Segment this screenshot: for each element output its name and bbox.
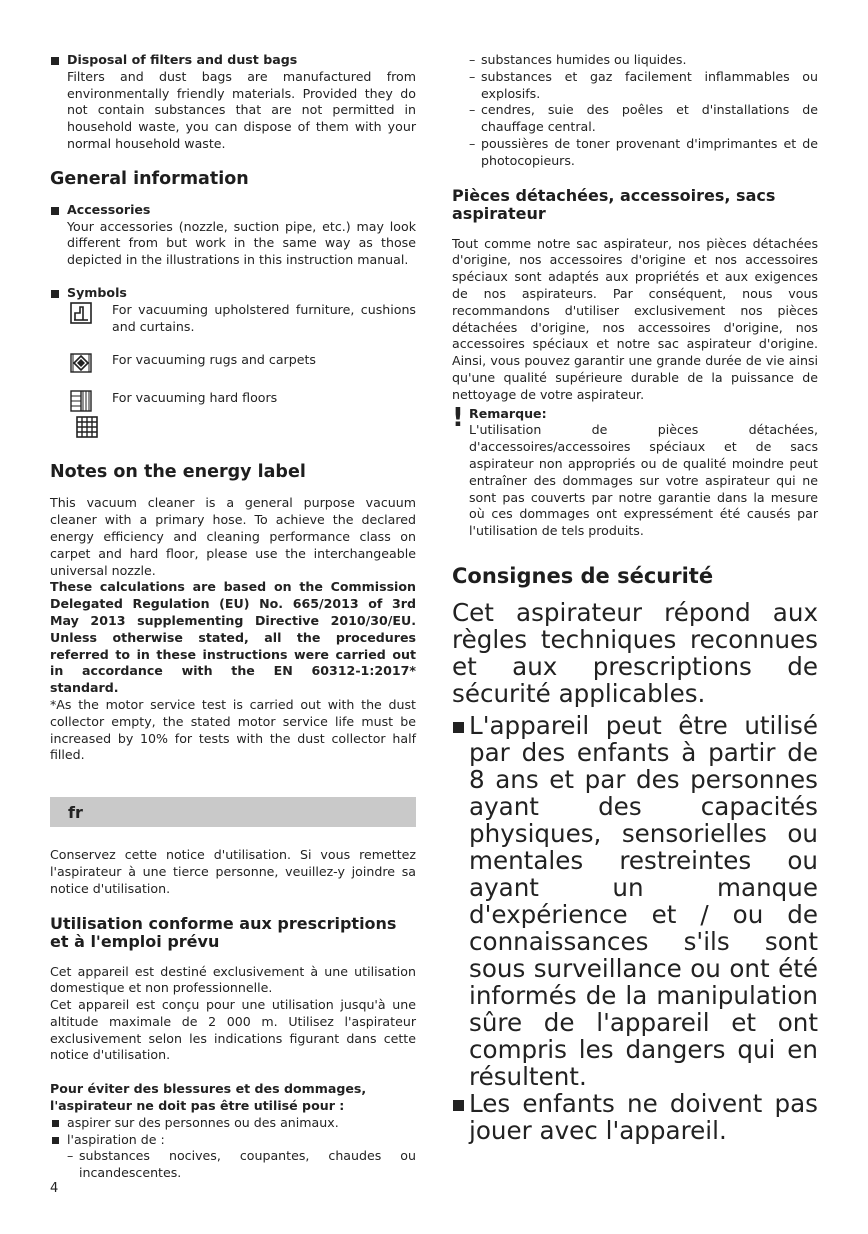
pieces-text: Tout comme notre sac aspirateur, nos pièces détachées d'origine, nos accessoires d'origine et nos accessoires spéciaux sont adaptés aux propriétés et aux exigences de nos aspirateurs. Par conséquent, nous vous recommandons d'utiliser exclusivement nos pièces détachées d'origine, nos accessoires d'origine, nos accessoires spéciaux et notre sac aspirateur d'origine. Ainsi, vous pouvez garantir une grande durée de vie ainsi qu'une qualité supérieure durable de la puissance de nettoyage de votre aspirateur.: [452, 235, 818, 402]
eviter-item-2: l'aspiration de :: [50, 1132, 416, 1149]
energy-text-1: This vacuum cleaner is a general purpose vacuum cleaner with a primary hose. To achieve the declared energy efficiency and cleaning performance class on carpet and hard floor, please use the interchangeable universal nozzle.: [50, 495, 416, 578]
exclamation-icon: !: [452, 402, 464, 433]
language-code: fr: [68, 802, 83, 822]
eviter-dash-1: – substances nocives, coupantes, chaudes ou incandescentes.: [68, 1148, 416, 1182]
disposal-heading: Disposal of filters and dust bags: [50, 52, 416, 69]
hard-floors-icon: [70, 390, 92, 412]
conservez-text: Conservez cette notice d'utilisation. Si vous remettez l'aspirateur à une tierce personne, veuillez-y joindre sa notice d'utilisation.: [50, 847, 416, 896]
dash-item-2: – substances et gaz facilement inflammables ou explosifs.: [470, 69, 818, 103]
dash-item-3: – cendres, suie des poêles et d'installations de chauffage central.: [470, 102, 818, 136]
energy-bold-text: These calculations are based on the Commission Delegated Regulation (EU) No. 665/2013 of 3rd May 2013 supplementing Directive 2010/30/EU. Unless otherwise stated, all the procedures referred to in these instructions were carried out in accordance with the EN 60312-1:2017* standard.: [50, 579, 416, 696]
dash-item-1: – substances humides ou liquides.: [470, 52, 818, 69]
upholstered-furniture-icon: [70, 302, 92, 324]
remarque-note: [452, 402, 818, 540]
symbol-floors-text: For vacuuming hard floors: [112, 390, 278, 406]
general-information-heading: General information: [50, 168, 249, 189]
disposal-text: Filters and dust bags are manufactured from environmentally friendly materials. Provided they do not contain substances that are not permitted in household waste, you can dispose of them with your normal household waste.: [67, 68, 416, 151]
accessories-heading: Accessories: [50, 202, 416, 219]
symbol-upholstered-text: For vacuuming upholstered furniture, cushions and curtains.: [112, 301, 416, 334]
energy-text-2: *As the motor service test is carried out with the dust collector empty, the stated motor service life must be increased by 10% for tests with the dust collector half filled.: [50, 696, 416, 763]
energy-label-heading: Notes on the energy label: [50, 462, 306, 483]
page-number: 4: [50, 1181, 59, 1196]
eviter-heading: Pour éviter des blessures et des dommages, l'aspirateur ne doit pas être utilisé pour :: [50, 1081, 367, 1114]
remarque-heading: Remarque:: [469, 405, 547, 421]
dash-item-4: – poussières de toner provenant d'imprimantes et de photocopieurs.: [470, 136, 818, 170]
remarque-text: L'utilisation de pièces détachées, d'accessoires/accessoires spéciaux et de sacs aspirateur non appropriés ou de qualité moindre peut entraîner des dommages sur votre aspirateur qui ne sont pas couverts par notre garantie dans la mesure où ces dommages ont expressément été causés par l'utilisation de tels produits.: [469, 422, 818, 539]
consignes-item-2: Les enfants ne doivent pas jouer avec l'appareil.: [452, 1090, 818, 1144]
tile-grid-icon: [76, 416, 98, 438]
symbol-grid-row: [70, 416, 416, 438]
symbol-floors-row: [70, 390, 416, 412]
symbol-rugs-text: For vacuuming rugs and carpets: [112, 352, 316, 368]
utilisation-text-2: Cet appareil est conçu pour une utilisation jusqu'à une altitude maximale de 2 000 m. Utilisez l'aspirateur exclusivement selon les indications figurant dans cette notice d'utilisation.: [50, 997, 416, 1063]
utilisation-text-1: Cet appareil est destiné exclusivement à une utilisation domestique et non professionnelle.: [50, 963, 416, 996]
symbol-upholstered-row: [70, 302, 416, 336]
eviter-item-1: aspirer sur des personnes ou des animaux.: [50, 1115, 416, 1132]
symbols-heading: Symbols: [50, 285, 416, 302]
language-bar: [50, 797, 416, 827]
left-column: [50, 52, 416, 1182]
consignes-item-1: L'appareil peut être utilisé par des enfants à partir de 8 ans et par des personnes ayant des capacités physiques, sensorielles ou mentales restreintes ou ayant un manque d'expérience et / ou de connaissances s'ils sont sous surveillance ou ont été informés de la manipulation sûre de l'appareil et ont compris les dangers qui en résultent.: [452, 712, 818, 1090]
right-column: [452, 52, 818, 1144]
utilisation-heading: Utilisation conforme aux prescriptions et à l'emploi prévu: [50, 913, 397, 951]
accessories-text: Your accessories (nozzle, suction pipe, etc.) may look different from but work in the same way as those depicted in the illustrations in this instruction manual.: [67, 218, 416, 268]
symbol-rugs-row: [70, 352, 416, 374]
pieces-heading: Pièces détachées, accessoires, sacs aspirateur: [452, 185, 776, 223]
consignes-intro: Cet aspirateur répond aux règles techniques reconnues et aux prescriptions de sécurité applicables.: [452, 597, 818, 708]
rugs-carpets-icon: [70, 352, 92, 374]
consignes-heading: Consignes de sécurité: [452, 563, 714, 588]
